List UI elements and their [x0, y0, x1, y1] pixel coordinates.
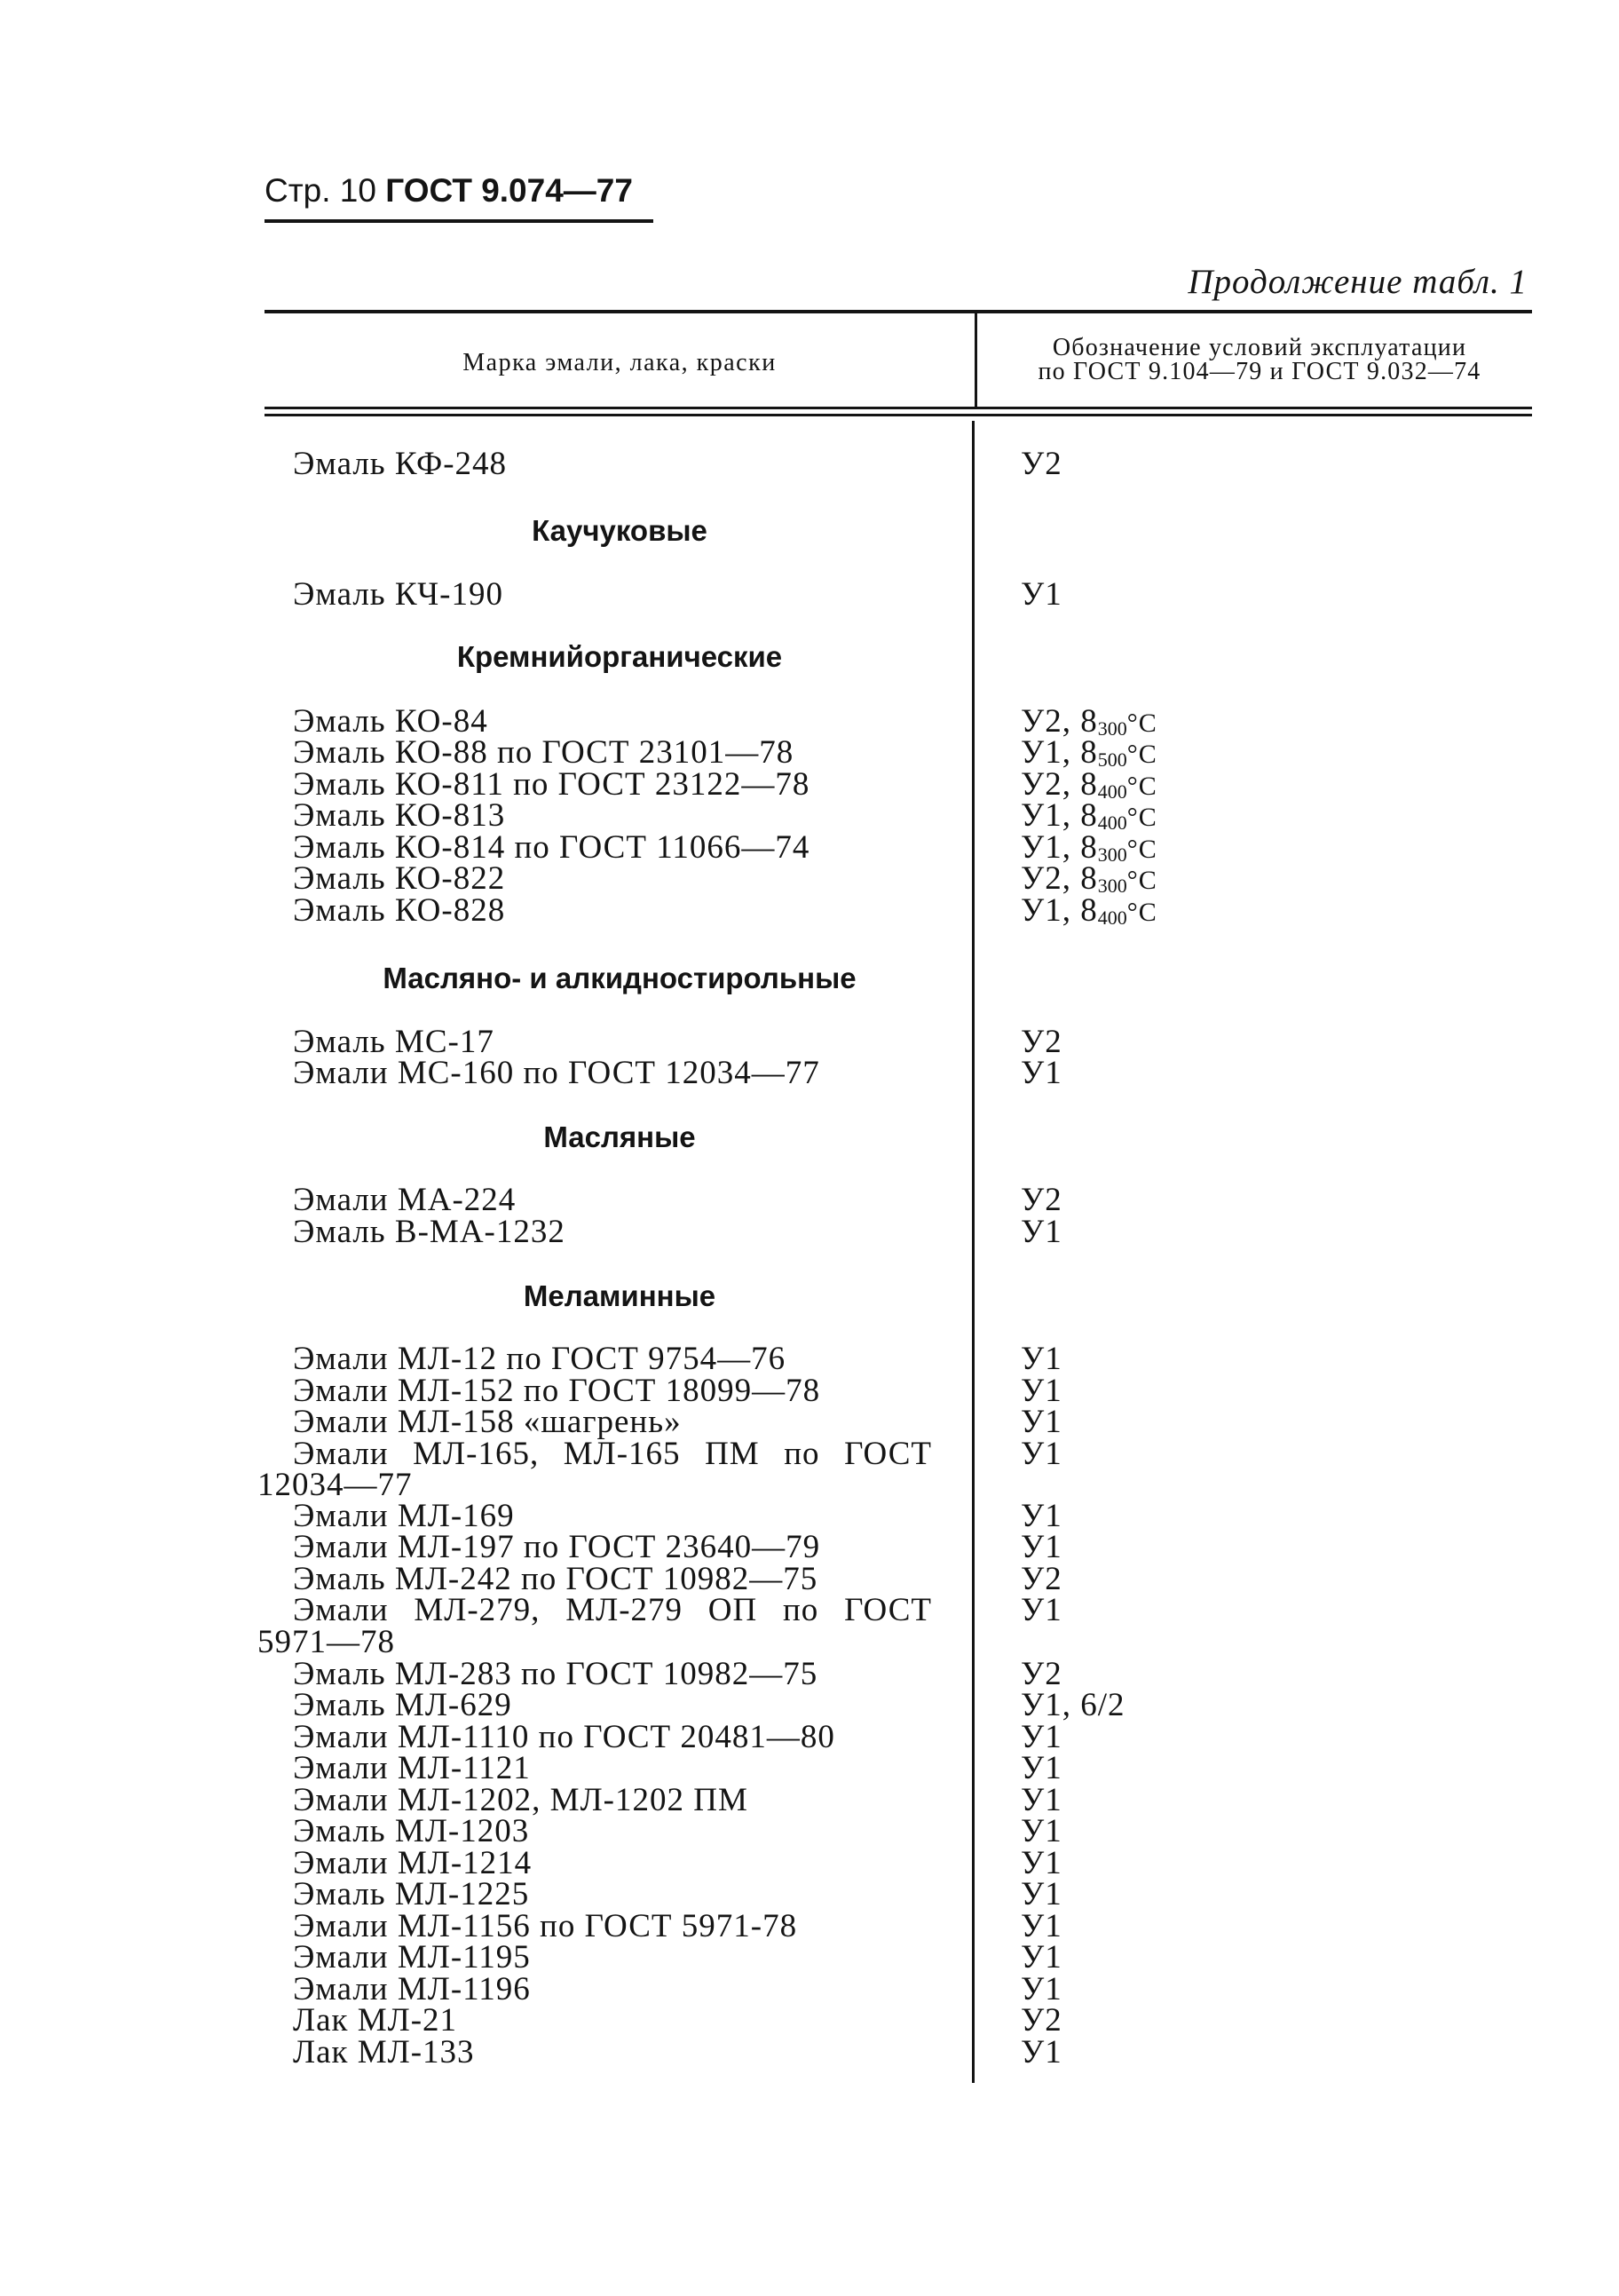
material-name: Эмали МЛ-165, МЛ-165 ПМ по ГОСТ: [293, 1436, 932, 1472]
condition-code: [1021, 1216, 1062, 1248]
condition-code: [1021, 1908, 1062, 1944]
condition-code: [1021, 1406, 1062, 1438]
material-name: Эмали МЛ-1110 по ГОСТ 20481—80: [293, 1719, 835, 1755]
material-name: Эмаль КЧ-190: [293, 576, 503, 613]
condition-code-text: У2: [1021, 2002, 1062, 2039]
condition-code: [1021, 1719, 1062, 1755]
material-name: Эмали МС-160 по ГОСТ 12034—77: [293, 1055, 820, 1091]
condition-code: [1021, 1687, 1125, 1723]
condition-code-text: У1, 8: [1021, 829, 1098, 866]
material-name: Эмаль КО-814 по ГОСТ 11066—74: [293, 829, 810, 866]
temperature-unit: °С: [1126, 835, 1157, 864]
condition-code: [1021, 1026, 1062, 1058]
condition-code: [1021, 1656, 1062, 1692]
condition-code-text: У2: [1021, 1561, 1062, 1597]
condition-code: [1021, 1057, 1062, 1089]
temperature-unit: °С: [1126, 898, 1157, 927]
section-heading: Меламинные: [523, 1279, 716, 1312]
temperature-subscript: 400: [1097, 780, 1127, 803]
temperature-subscript: 300: [1097, 875, 1127, 897]
condition-code: [1021, 1939, 1062, 1975]
material-name: Эмаль МЛ-1225: [293, 1876, 530, 1912]
condition-code-text: У1: [1021, 2034, 1062, 2070]
condition-code-text: У1: [1021, 1971, 1062, 2007]
condition-code-text: У1: [1021, 1750, 1062, 1786]
condition-code-text: У1: [1021, 1529, 1062, 1565]
page-number: Стр. 10: [265, 172, 376, 209]
condition-code-text: У1: [1021, 1592, 1062, 1628]
material-name: Эмаль КО-811 по ГОСТ 23122—78: [293, 766, 810, 803]
condition-code-text: У1: [1021, 1214, 1062, 1250]
material-name: Эмали МЛ-1214: [293, 1845, 533, 1881]
material-name: Лак МЛ-21: [293, 2002, 458, 2039]
condition-code-text: У1: [1021, 1782, 1062, 1818]
section-heading: Масляно- и алкидностирольные: [383, 962, 857, 994]
temperature-unit: °С: [1126, 709, 1157, 738]
standard-number: ГОСТ 9.074—77: [385, 172, 633, 209]
material-name-continuation: 5971—78: [257, 1624, 395, 1660]
material-name: Эмали МЛ-279, МЛ-279 ОП по ГОСТ: [293, 1592, 932, 1628]
condition-code-text: У1: [1021, 1373, 1062, 1409]
condition-code: [1021, 1438, 1062, 1470]
material-name: Эмаль КО-813: [293, 797, 506, 834]
material-name: Эмаль МЛ-283 по ГОСТ 10982—75: [293, 1656, 818, 1692]
section-heading: Кремнийорганические: [456, 640, 783, 673]
condition-code: [1021, 2034, 1062, 2070]
condition-code-text: У2, 8: [1021, 703, 1098, 740]
condition-code-text: У2: [1021, 1024, 1062, 1060]
condition-code: [1021, 1375, 1062, 1407]
material-name: Эмали МЛ-1202, МЛ-1202 ПМ: [293, 1782, 748, 1818]
temperature-subscript: 300: [1097, 717, 1127, 740]
condition-code-text: У1, 8: [1021, 734, 1098, 771]
condition-code: [1021, 1845, 1062, 1881]
material-name: Эмаль КО-828: [293, 892, 506, 929]
condition-code: [1021, 1561, 1062, 1597]
material-name: Эмаль КФ-248: [293, 446, 508, 482]
material-name: Эмали МЛ-1156 по ГОСТ 5971-78: [293, 1908, 798, 1944]
condition-code-text: У2: [1021, 1182, 1062, 1218]
material-name-continuation: 12034—77: [257, 1467, 413, 1503]
material-name: Лак МЛ-133: [293, 2034, 475, 2070]
material-name: Эмаль КО-822: [293, 860, 506, 897]
material-name: Эмаль КО-84: [293, 703, 488, 740]
section-heading: Каучуковые: [532, 514, 707, 547]
temperature-subscript: 500: [1097, 748, 1127, 771]
temperature-subscript: 400: [1097, 907, 1127, 929]
material-name: Эмаль МЛ-1203: [293, 1813, 530, 1849]
condition-code-text: У1: [1021, 1404, 1062, 1440]
condition-code-text: У2: [1021, 1656, 1062, 1692]
condition-code: [1021, 892, 1157, 934]
condition-code-text: У1: [1021, 1908, 1062, 1944]
condition-code-text: У1: [1021, 1719, 1062, 1755]
condition-code: [1021, 1750, 1062, 1786]
condition-code: [1021, 1813, 1062, 1849]
column-header-conditions-line-1: Обозначение условий эксплуатации: [1052, 334, 1467, 361]
condition-code: [1021, 448, 1062, 480]
condition-code: [1021, 1782, 1062, 1818]
material-name: Эмали МА-224: [293, 1182, 517, 1218]
condition-code-text: У1: [1021, 1341, 1062, 1377]
material-name: Эмали МЛ-169: [293, 1498, 515, 1534]
material-name: Эмали МЛ-1195: [293, 1939, 531, 1975]
condition-code-text: У1: [1021, 1876, 1062, 1912]
condition-code-text: У1: [1021, 1498, 1062, 1534]
condition-code: [1021, 1500, 1062, 1532]
material-name: Эмали МЛ-152 по ГОСТ 18099—78: [293, 1373, 821, 1409]
condition-code-text: У1: [1021, 1845, 1062, 1881]
condition-code: [1021, 2002, 1062, 2039]
condition-code: [1021, 1184, 1062, 1216]
temperature-unit: °С: [1126, 772, 1157, 801]
material-name: Эмали МЛ-1121: [293, 1750, 531, 1786]
condition-code-text: У1, 8: [1021, 797, 1098, 834]
temperature-subscript: 300: [1097, 843, 1127, 866]
temperature-unit: °С: [1126, 740, 1157, 769]
condition-code-text: У1: [1021, 1436, 1062, 1472]
condition-code-text: У1: [1021, 1055, 1062, 1091]
condition-code: [1021, 1592, 1062, 1628]
condition-code-text: У1, 8: [1021, 892, 1098, 929]
condition-code-text: У2, 8: [1021, 860, 1098, 897]
condition-code-text: У2, 8: [1021, 766, 1098, 803]
material-name: Эмаль В-МА-1232: [293, 1214, 565, 1250]
material-name: Эмали МЛ-1196: [293, 1971, 531, 2007]
table-continuation-label: Продолжение табл. 1: [1188, 263, 1528, 301]
material-name: Эмаль МЛ-629: [293, 1687, 512, 1723]
condition-code: [1021, 1529, 1062, 1565]
material-name: Эмали МЛ-12 по ГОСТ 9754—76: [293, 1341, 786, 1377]
condition-code: [1021, 576, 1062, 613]
material-name: Эмаль КО-88 по ГОСТ 23101—78: [293, 734, 794, 771]
temperature-unit: °С: [1126, 803, 1157, 832]
material-name: Эмали МЛ-197 по ГОСТ 23640—79: [293, 1529, 821, 1565]
temperature-unit: °С: [1126, 866, 1157, 895]
condition-code-text: У1: [1021, 1813, 1062, 1849]
condition-code-text: У1: [1021, 1939, 1062, 1975]
material-name: Эмаль МЛ-242 по ГОСТ 10982—75: [293, 1561, 818, 1597]
condition-code-text: У2: [1021, 446, 1062, 482]
condition-code-text: У1: [1021, 576, 1062, 613]
section-heading: Масляные: [543, 1120, 696, 1153]
condition-code: [1021, 1971, 1062, 2007]
condition-code: [1021, 1876, 1062, 1912]
material-name: Эмали МЛ-158 «шагрень»: [293, 1404, 682, 1440]
temperature-subscript: 400: [1097, 812, 1127, 834]
condition-code: [1021, 1343, 1062, 1375]
condition-code-text: У1, 6/2: [1021, 1687, 1125, 1723]
material-name: Эмаль МС-17: [293, 1024, 494, 1060]
column-header-conditions-line-2: по ГОСТ 9.104—79 и ГОСТ 9.032—74: [1038, 358, 1481, 385]
column-header-brand: Марка эмали, лака, краски: [462, 349, 777, 376]
